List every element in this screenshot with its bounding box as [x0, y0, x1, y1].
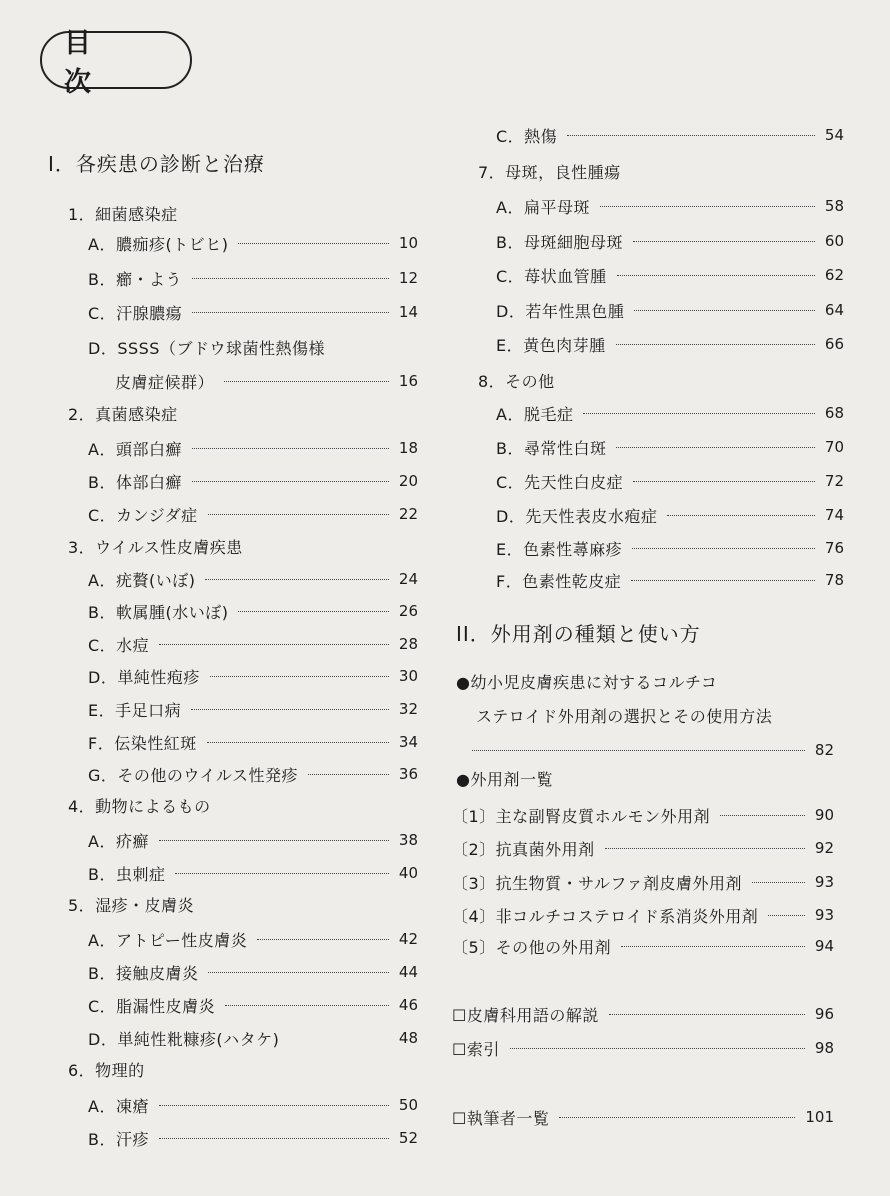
entry-label: G．その他のウイルス性発疹 — [88, 765, 298, 785]
entry-page: 32 — [398, 700, 418, 718]
toc-entry[interactable] — [496, 435, 844, 459]
toc-entry[interactable] — [88, 828, 418, 852]
entry-label: A．膿痂疹(トビヒ) — [88, 234, 229, 254]
entry-page: 48 — [398, 1029, 418, 1047]
toc-entry[interactable] — [452, 836, 834, 860]
entry-label: B．尋常性白斑 — [496, 438, 607, 458]
entry-page: 58 — [824, 197, 844, 215]
leader-dots — [208, 514, 389, 515]
leader-dots — [208, 972, 388, 973]
entry-label: A．頭部白癬 — [88, 439, 182, 459]
toc-entry[interactable] — [88, 502, 418, 526]
toc-entry[interactable] — [496, 536, 844, 560]
entry-page: 70 — [824, 438, 844, 456]
entry-page: 46 — [398, 996, 418, 1014]
category-1: 1．細菌感染症 — [68, 205, 178, 224]
entry-page: 74 — [824, 506, 844, 524]
entry-page: 22 — [398, 505, 418, 523]
section-heading-1: I．各疾患の診断と治療 — [48, 152, 265, 176]
leader-dots — [768, 915, 805, 916]
entry-label: E．黄色肉芽腫 — [496, 335, 606, 355]
leader-dots — [631, 580, 815, 581]
leader-dots — [192, 448, 389, 449]
toc-entry[interactable] — [88, 664, 418, 688]
toc-entry[interactable] — [496, 298, 844, 322]
entry-label: ☐執筆者一覧 — [452, 1108, 550, 1128]
toc-entry[interactable] — [88, 335, 418, 359]
entry-label: D．先天性表皮水疱症 — [496, 506, 658, 526]
toc-entry[interactable] — [88, 231, 418, 255]
leader-dots — [175, 873, 388, 874]
entry-label: A．アトピー性皮膚炎 — [88, 930, 248, 950]
toc-entry[interactable] — [452, 934, 834, 958]
entry-label: D．単純性疱疹 — [88, 667, 200, 687]
leader-dots — [633, 481, 815, 482]
toc-entry[interactable] — [452, 1105, 834, 1129]
entry-page: 44 — [398, 963, 418, 981]
entry-page: 68 — [824, 404, 844, 422]
entry-label: A．凍瘡 — [88, 1096, 149, 1116]
entry-page: 72 — [824, 472, 844, 490]
leader-dots — [192, 312, 389, 313]
entry-page: 54 — [824, 126, 844, 144]
toc-entry[interactable] — [496, 194, 844, 218]
toc-entry[interactable] — [88, 599, 418, 623]
category-7: 7．母斑，良性腫瘍 — [478, 163, 621, 182]
entry-page: 78 — [824, 571, 844, 589]
leader-dots — [192, 278, 389, 279]
entry-label: C．汗腺膿瘍 — [88, 303, 183, 323]
entry-label: F．伝染性紅斑 — [88, 733, 197, 753]
leader-dots — [616, 447, 814, 448]
entry-page: 60 — [824, 232, 844, 250]
entry-label: 〔5〕その他の外用剤 — [452, 937, 612, 957]
entry-page: 24 — [398, 570, 418, 588]
entry-page: 40 — [398, 864, 418, 882]
toc-entry[interactable] — [88, 300, 418, 324]
toc-entry[interactable] — [88, 1026, 418, 1050]
entry-page: 93 — [814, 873, 834, 891]
entry-page: 28 — [398, 635, 418, 653]
section-heading-2: II．外用剤の種類と使い方 — [456, 622, 701, 646]
entry-page: 14 — [398, 303, 418, 321]
leader-dots — [609, 1014, 805, 1015]
leader-dots — [752, 882, 805, 883]
category-8: 8．その他 — [478, 372, 555, 391]
toc-entry[interactable] — [452, 870, 834, 894]
leader-dots — [510, 1048, 805, 1049]
toc-entry[interactable] — [88, 993, 418, 1017]
leader-dots — [238, 611, 388, 612]
leader-dots — [238, 243, 388, 244]
leader-dots — [159, 1138, 389, 1139]
toc-entry[interactable] — [88, 927, 418, 951]
entry-page: 30 — [398, 667, 418, 685]
leader-dots — [159, 840, 389, 841]
toc-entry[interactable] — [88, 266, 418, 290]
leader-dots — [159, 644, 389, 645]
toc-entry[interactable] — [452, 1002, 834, 1026]
entry-label: C．苺状血管腫 — [496, 266, 607, 286]
toc-entry[interactable] — [88, 436, 418, 460]
entry-label: B．体部白癬 — [88, 472, 182, 492]
entry-page: 34 — [398, 733, 418, 751]
leader-dots — [633, 241, 815, 242]
toc-entry[interactable] — [496, 263, 844, 287]
leader-dots — [634, 310, 815, 311]
entry-label: 〔1〕主な副腎皮質ホルモン外用剤 — [452, 806, 711, 826]
entry-label: B．癤・よう — [88, 269, 182, 289]
leader-dots — [559, 1117, 795, 1118]
entry-page: 16 — [398, 372, 418, 390]
leader-dots — [632, 548, 815, 549]
entry-label: B．汗疹 — [88, 1129, 149, 1149]
entry-page: 94 — [814, 937, 834, 955]
toc-entry[interactable] — [452, 1036, 834, 1060]
entry-page: 26 — [398, 602, 418, 620]
entry-label: ☐皮膚科用語の解説 — [452, 1005, 599, 1025]
toc-entry[interactable] — [496, 503, 844, 527]
category-5: 5．湿疹・皮膚炎 — [68, 896, 195, 915]
entry-label: A．脱毛症 — [496, 404, 574, 424]
toc-entry[interactable] — [88, 762, 418, 786]
toc-entry[interactable] — [496, 332, 844, 356]
leader-dots — [225, 1005, 389, 1006]
toc-entry[interactable] — [88, 861, 418, 885]
leader-dots — [205, 579, 388, 580]
entry-label: C．カンジダ症 — [88, 505, 198, 525]
entry-page: 50 — [398, 1096, 418, 1114]
entry-page: 10 — [398, 234, 418, 252]
category-6: 6．物理的 — [68, 1061, 145, 1080]
leader-dots — [159, 1105, 389, 1106]
leader-dots — [472, 750, 805, 751]
leader-dots — [210, 676, 389, 677]
toc-entry[interactable] — [88, 960, 418, 984]
leader-dots — [308, 774, 389, 775]
entry-label: 〔4〕非コルチコステロイド系消炎外用剤 — [452, 906, 759, 926]
leader-dots — [583, 413, 814, 414]
leader-dots — [224, 381, 389, 382]
toc-entry[interactable] — [88, 697, 418, 721]
bullet-item-line1: ●幼小児皮膚疾患に対するコルチコ — [456, 673, 718, 692]
toc-entry[interactable] — [496, 229, 844, 253]
entry-label: 〔3〕抗生物質・サルファ剤皮膚外用剤 — [452, 873, 743, 893]
entry-label: D．単純性粃糠疹(ハタケ) — [88, 1029, 280, 1049]
entry-label: C．水痘 — [88, 635, 150, 655]
entry-page: 42 — [398, 930, 418, 948]
entry-label: ☐索引 — [452, 1039, 500, 1059]
entry-page: 12 — [398, 269, 418, 287]
category-3: 3．ウイルス性皮膚疾患 — [68, 538, 243, 557]
entry-page: 18 — [398, 439, 418, 457]
entry-page: 20 — [398, 472, 418, 490]
toc-entry[interactable] — [496, 401, 844, 425]
toc-entry[interactable] — [496, 568, 844, 592]
entry-page: 52 — [398, 1129, 418, 1147]
entry-page: 38 — [398, 831, 418, 849]
toc-entry[interactable] — [115, 369, 418, 393]
entry-page: 98 — [814, 1039, 834, 1057]
entry-page: 62 — [824, 266, 844, 284]
entry-label: C．脂漏性皮膚炎 — [88, 996, 216, 1016]
toc-entry[interactable] — [88, 1126, 418, 1150]
entry-label: E．色素性蕁麻疹 — [496, 539, 623, 559]
entry-page: 36 — [398, 765, 418, 783]
bullet-item-line2: ステロイド外用剤の選択とその使用方法 — [476, 707, 773, 726]
entry-page: 82 — [814, 741, 834, 759]
entry-label: E．手足口病 — [88, 700, 182, 720]
leader-dots — [191, 709, 389, 710]
entry-label: 皮膚症候群） — [115, 372, 215, 392]
leader-dots — [600, 206, 815, 207]
entry-label: C．熱傷 — [496, 126, 558, 146]
entry-label: B．接触皮膚炎 — [88, 963, 199, 983]
toc-entry[interactable] — [496, 123, 844, 147]
entry-page: 93 — [814, 906, 834, 924]
leader-dots — [720, 815, 805, 816]
leader-dots — [617, 275, 815, 276]
toc-entry[interactable] — [452, 803, 834, 827]
page-title: 目 次 — [40, 31, 192, 89]
entry-label: A．扁平母斑 — [496, 197, 590, 217]
category-2: 2．真菌感染症 — [68, 405, 178, 424]
entry-label: F．色素性乾皮症 — [496, 571, 622, 591]
toc-entry[interactable] — [496, 469, 844, 493]
bullet-heading: ●外用剤一覧 — [456, 770, 553, 789]
entry-label: B．軟属腫(水いぼ) — [88, 602, 229, 622]
entry-page: 90 — [814, 806, 834, 824]
entry-label: D．若年性黒色腫 — [496, 301, 625, 321]
toc-entry[interactable] — [472, 738, 834, 762]
entry-label: A．疥癬 — [88, 831, 149, 851]
leader-dots — [192, 481, 389, 482]
entry-label: B．母斑細胞母斑 — [496, 232, 623, 252]
leader-dots — [616, 344, 815, 345]
toc-entry[interactable] — [88, 1093, 418, 1117]
entry-label: B．虫刺症 — [88, 864, 166, 884]
entry-page: 96 — [814, 1005, 834, 1023]
leader-dots — [207, 742, 389, 743]
entry-page: 66 — [824, 335, 844, 353]
toc-entry[interactable] — [88, 469, 418, 493]
entry-label: 〔2〕抗真菌外用剤 — [452, 839, 595, 859]
category-4: 4．動物によるもの — [68, 797, 211, 816]
toc-entry[interactable] — [452, 903, 834, 927]
leader-dots — [667, 515, 815, 516]
leader-dots — [257, 939, 389, 940]
entry-label: D．SSSS（ブドウ球菌性熱傷様 — [88, 338, 325, 358]
entry-page: 101 — [805, 1108, 834, 1126]
toc-entry[interactable] — [88, 632, 418, 656]
leader-dots — [605, 848, 805, 849]
entry-label: C．先天性白皮症 — [496, 472, 624, 492]
leader-dots — [567, 135, 815, 136]
toc-entry[interactable] — [88, 567, 418, 591]
entry-page: 92 — [814, 839, 834, 857]
entry-page: 64 — [824, 301, 844, 319]
entry-label: A．疣贅(いぼ) — [88, 570, 196, 590]
toc-entry[interactable] — [88, 730, 418, 754]
entry-page: 76 — [824, 539, 844, 557]
leader-dots — [621, 946, 805, 947]
